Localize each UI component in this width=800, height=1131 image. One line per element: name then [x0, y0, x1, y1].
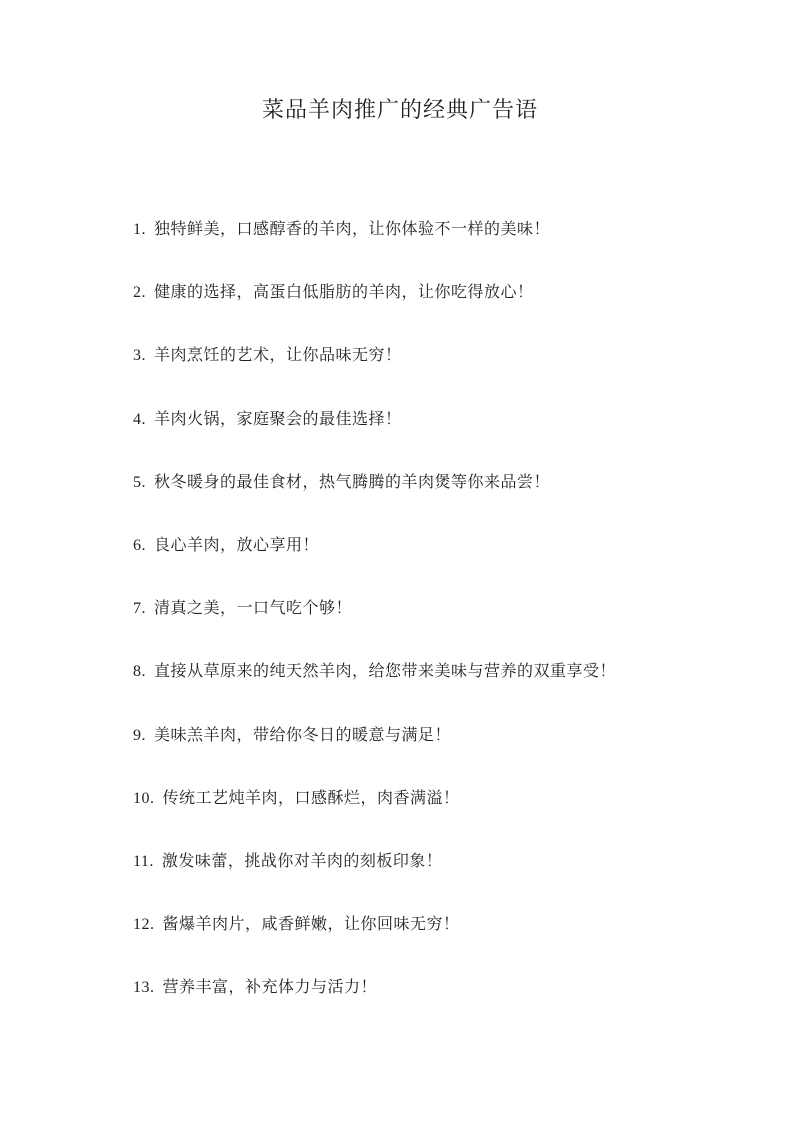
list-item: [133, 658, 616, 721]
item-text: 营养丰富，补充体力与活力！: [162, 977, 378, 997]
list-item: [133, 469, 616, 532]
item-number: 12.: [133, 916, 155, 934]
item-text: 羊肉烹饪的艺术，让你品味无穷！: [154, 345, 402, 365]
list-item: [133, 595, 616, 658]
item-text: 健康的选择，高蛋白低脂肪的羊肉，让你吃得放心！: [154, 282, 534, 302]
list-item: [133, 722, 616, 785]
item-number: 7.: [133, 600, 146, 618]
item-text: 独特鲜美，口感醇香的羊肉，让你体验不一样的美味！: [154, 219, 551, 238]
item-text: 直接从草原来的纯天然羊肉，给您带来美味与营养的双重享受！: [154, 661, 617, 681]
item-number: 2.: [133, 284, 146, 302]
item-number: 13.: [133, 979, 155, 997]
item-text: 秋冬暖身的最佳食材，热气腾腾的羊肉煲等你来品尝！: [154, 471, 551, 491]
item-text: 美味羔羊肉，带给你冬日的暖意与满足！: [154, 724, 452, 744]
list-item: [133, 216, 616, 279]
item-number: 5.: [133, 473, 146, 491]
item-number: 11.: [133, 852, 154, 870]
list-item: [133, 342, 616, 405]
page-title: 菜品羊肉推广的经典广告语: [261, 98, 538, 123]
item-number: 4.: [133, 410, 146, 428]
item-number: 1.: [133, 221, 146, 238]
item-number: 10.: [133, 789, 155, 807]
item-number: 6.: [133, 536, 146, 554]
item-number: 3.: [133, 347, 146, 365]
list-item: [133, 532, 616, 595]
item-text: 传统工艺炖羊肉，口感酥烂，肉香满溢！: [162, 787, 460, 807]
item-number: 8.: [133, 663, 146, 681]
item-text: 酱爆羊肉片，咸香鲜嫩，让你回味无穷！: [162, 914, 460, 934]
list-item: [133, 785, 616, 848]
item-text: 良心羊肉，放心享用！: [154, 534, 320, 554]
list-item: [133, 848, 616, 911]
list-item: [133, 406, 616, 469]
list-item: [133, 974, 616, 1037]
item-text: 清真之美，一口气吃个够！: [154, 598, 353, 618]
list-item: [133, 911, 616, 974]
item-number: 9.: [133, 726, 146, 744]
item-text: 羊肉火锅，家庭聚会的最佳选择！: [154, 408, 402, 428]
list-item: [133, 279, 616, 342]
item-text: 激发味蕾，挑战你对羊肉的刻板印象！: [161, 850, 443, 870]
slogan-list: [133, 216, 616, 1037]
